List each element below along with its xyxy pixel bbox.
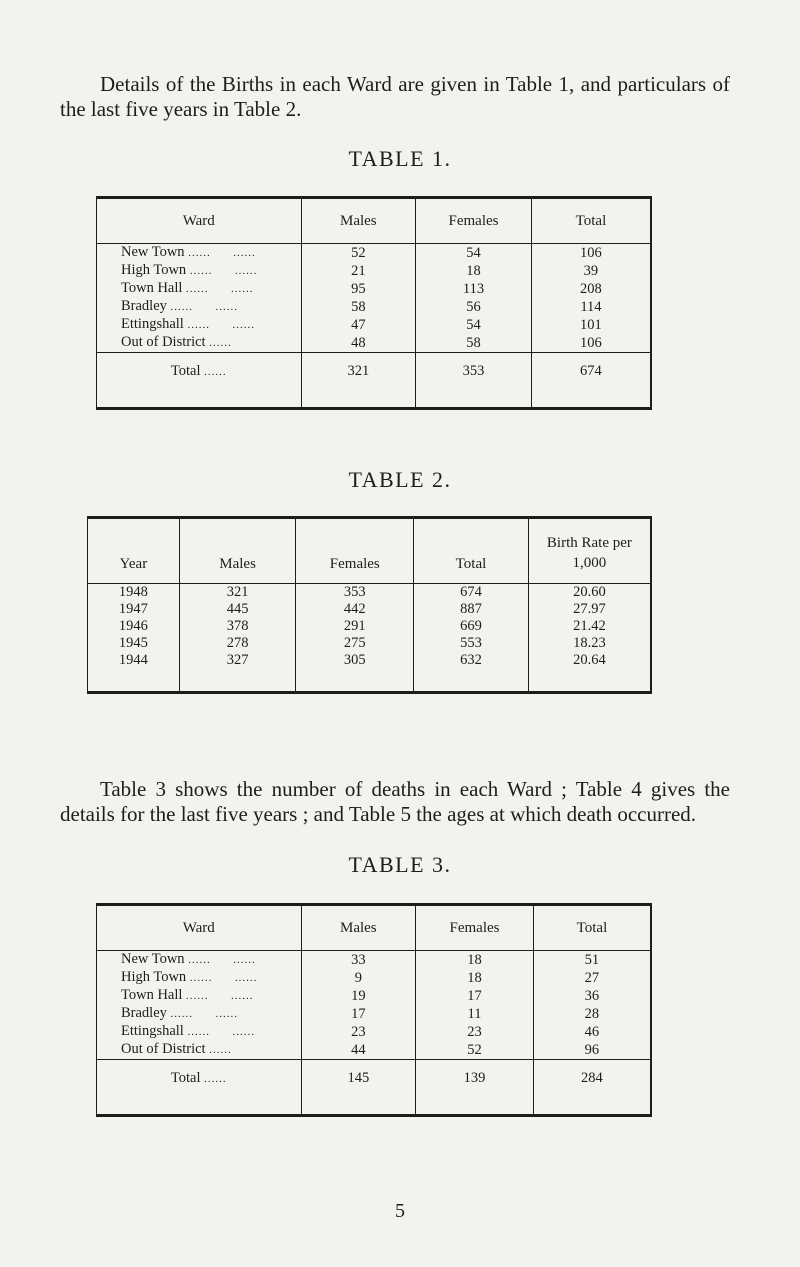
table3-body	[97, 951, 652, 1116]
leader-dots: ...... ......	[186, 990, 254, 1002]
ward-cell	[97, 1005, 302, 1023]
total-row	[97, 1060, 652, 1116]
table3-header-ward: Ward	[97, 905, 302, 951]
leader-dots: ......	[204, 366, 227, 378]
table2-header-birth-rate: Birth Rate per 1,000	[528, 518, 651, 584]
total-cell: 39	[531, 262, 651, 280]
year-cell: 1948	[118, 584, 148, 600]
table1-header-males: Males	[301, 198, 416, 244]
males-cell: 52	[301, 244, 416, 263]
table-row	[97, 1041, 652, 1060]
table2-body	[88, 584, 652, 693]
ward-name: Town Hall	[121, 987, 183, 1003]
total-label: Total	[170, 1070, 201, 1086]
ward-name: New Town	[121, 244, 185, 260]
page-number: 5	[395, 1200, 405, 1222]
total-females-cell: 139	[416, 1060, 534, 1116]
total-cell: 51	[533, 951, 651, 970]
males-cell: 47	[301, 316, 416, 334]
males-cell: 19	[301, 987, 416, 1005]
leader-dots: ...... ......	[187, 319, 255, 331]
table3-header-males: Males	[301, 905, 416, 951]
males-cell: 44	[301, 1041, 416, 1060]
females-cell: 442	[296, 601, 414, 618]
total-cell: 553	[414, 635, 529, 652]
females-cell: 58	[416, 334, 532, 353]
ward-cell	[97, 316, 302, 334]
males-cell: 378	[179, 618, 296, 635]
table-row	[97, 1005, 652, 1023]
table-row	[88, 584, 652, 602]
table1-header-total: Total	[531, 198, 651, 244]
leader-dots: ......	[209, 1044, 232, 1056]
ward-name: Bradley	[121, 298, 167, 314]
table3-header-total: Total	[533, 905, 651, 951]
table3-caption: TABLE 3.	[348, 852, 452, 877]
females-cell: 11	[416, 1005, 534, 1023]
total-cell: 114	[531, 298, 651, 316]
females-cell: 353	[296, 584, 414, 602]
females-cell: 54	[416, 316, 532, 334]
total-cell: 632	[414, 652, 529, 693]
table2-header-total: Total	[414, 518, 529, 584]
ward-name: Bradley	[121, 1005, 167, 1021]
table-row	[97, 316, 652, 334]
males-cell: 58	[301, 298, 416, 316]
birth-rate-cell: 20.64	[528, 652, 651, 693]
ward-cell	[97, 1023, 302, 1041]
leader-dots: ......	[209, 337, 232, 349]
total-cell: 674	[414, 584, 529, 602]
ward-name: Town Hall	[121, 280, 183, 296]
leader-dots: ...... ......	[189, 972, 258, 984]
males-cell: 278	[179, 635, 296, 652]
females-cell: 52	[416, 1041, 534, 1060]
females-cell: 18	[416, 262, 532, 280]
year-cell: 1947	[118, 601, 148, 617]
table-row	[97, 1023, 652, 1041]
leader-dots: ......	[204, 1073, 227, 1085]
table-row	[97, 987, 652, 1005]
leader-dots: ...... ......	[188, 954, 256, 966]
table1	[96, 196, 652, 410]
ward-cell	[97, 262, 302, 280]
females-cell: 18	[416, 951, 534, 970]
males-cell: 17	[301, 1005, 416, 1023]
total-cell: 106	[531, 334, 651, 353]
birth-rate-cell: 27.97	[528, 601, 651, 618]
table2-header-females: Females	[296, 518, 414, 584]
leader-dots: ...... ......	[170, 301, 239, 313]
leader-dots: ...... ......	[187, 1026, 255, 1038]
total-row	[97, 353, 652, 409]
males-cell: 321	[179, 584, 296, 602]
males-cell: 48	[301, 334, 416, 353]
total-label: Total	[170, 363, 201, 379]
males-cell: 21	[301, 262, 416, 280]
table2-header-year: Year	[88, 518, 180, 584]
ward-cell	[97, 951, 302, 970]
ward-name: High Town	[121, 262, 187, 278]
ward-cell	[97, 969, 302, 987]
ward-name: Out of District	[121, 1041, 206, 1057]
total-males-cell: 145	[301, 1060, 416, 1116]
females-cell: 275	[296, 635, 414, 652]
ward-name: Ettingshall	[121, 1023, 184, 1039]
ward-name: Out of District	[121, 334, 206, 350]
table-row	[97, 262, 652, 280]
table-row	[97, 298, 652, 316]
ward-cell	[97, 987, 302, 1005]
table-row	[97, 244, 652, 263]
table3	[96, 903, 652, 1117]
table-row	[97, 334, 652, 353]
ward-cell	[97, 1041, 302, 1060]
year-cell: 1944	[118, 652, 148, 668]
leader-dots: ...... ......	[186, 283, 254, 295]
ward-name: High Town	[121, 969, 187, 985]
table-row	[88, 635, 652, 652]
total-cell: 27	[533, 969, 651, 987]
year-cell: 1946	[118, 618, 148, 634]
males-cell: 23	[301, 1023, 416, 1041]
females-cell: 54	[416, 244, 532, 263]
total-total-cell: 284	[533, 1060, 651, 1116]
ward-name: Ettingshall	[121, 316, 184, 332]
table-row	[88, 618, 652, 635]
year-cell: 1945	[118, 635, 148, 651]
males-cell: 445	[179, 601, 296, 618]
total-cell: 46	[533, 1023, 651, 1041]
total-cell: 106	[531, 244, 651, 263]
total-cell: 101	[531, 316, 651, 334]
ward-cell	[97, 334, 302, 353]
females-cell: 113	[416, 280, 532, 298]
second-paragraph: Table 3 shows the number of deaths in each Ward ; Table 4 gives the details for the last five years ; and Table 5 the ages at which death occurred.	[60, 777, 730, 826]
total-total-cell: 674	[531, 353, 651, 409]
leader-dots: ...... ......	[189, 265, 258, 277]
table-row	[97, 951, 652, 970]
total-label-cell	[97, 1060, 302, 1116]
total-females-cell: 353	[416, 353, 532, 409]
total-cell: 669	[414, 618, 529, 635]
intro-paragraph: Details of the Births in each Ward are given in Table 1, and particulars of the last five years in Table 2.	[60, 72, 730, 121]
ward-cell	[97, 298, 302, 316]
females-cell: 17	[416, 987, 534, 1005]
total-cell: 28	[533, 1005, 651, 1023]
males-cell: 33	[301, 951, 416, 970]
females-cell: 305	[296, 652, 414, 693]
total-cell: 96	[533, 1041, 651, 1060]
birth-rate-cell: 21.42	[528, 618, 651, 635]
table1-header-ward: Ward	[97, 198, 302, 244]
leader-dots: ...... ......	[188, 247, 256, 259]
males-cell: 327	[179, 652, 296, 693]
table2-caption: TABLE 2.	[348, 467, 452, 492]
total-cell: 887	[414, 601, 529, 618]
ward-cell	[97, 244, 302, 263]
birth-rate-cell: 20.60	[528, 584, 651, 602]
ward-cell	[97, 280, 302, 298]
males-cell: 95	[301, 280, 416, 298]
table-row	[88, 601, 652, 618]
table2	[87, 516, 652, 694]
table1-caption: TABLE 1.	[348, 146, 452, 171]
total-label-cell	[97, 353, 302, 409]
table-row	[97, 969, 652, 987]
total-cell: 36	[533, 987, 651, 1005]
table-row	[97, 280, 652, 298]
table2-header-males: Males	[179, 518, 296, 584]
table1-header-females: Females	[416, 198, 532, 244]
table3-header-females: Females	[416, 905, 534, 951]
females-cell: 291	[296, 618, 414, 635]
females-cell: 18	[416, 969, 534, 987]
total-males-cell: 321	[301, 353, 416, 409]
leader-dots: ...... ......	[170, 1008, 239, 1020]
total-cell: 208	[531, 280, 651, 298]
table-row	[88, 652, 652, 693]
males-cell: 9	[301, 969, 416, 987]
females-cell: 23	[416, 1023, 534, 1041]
table1-body	[97, 244, 652, 409]
birth-rate-cell: 18.23	[528, 635, 651, 652]
ward-name: New Town	[121, 951, 185, 967]
females-cell: 56	[416, 298, 532, 316]
